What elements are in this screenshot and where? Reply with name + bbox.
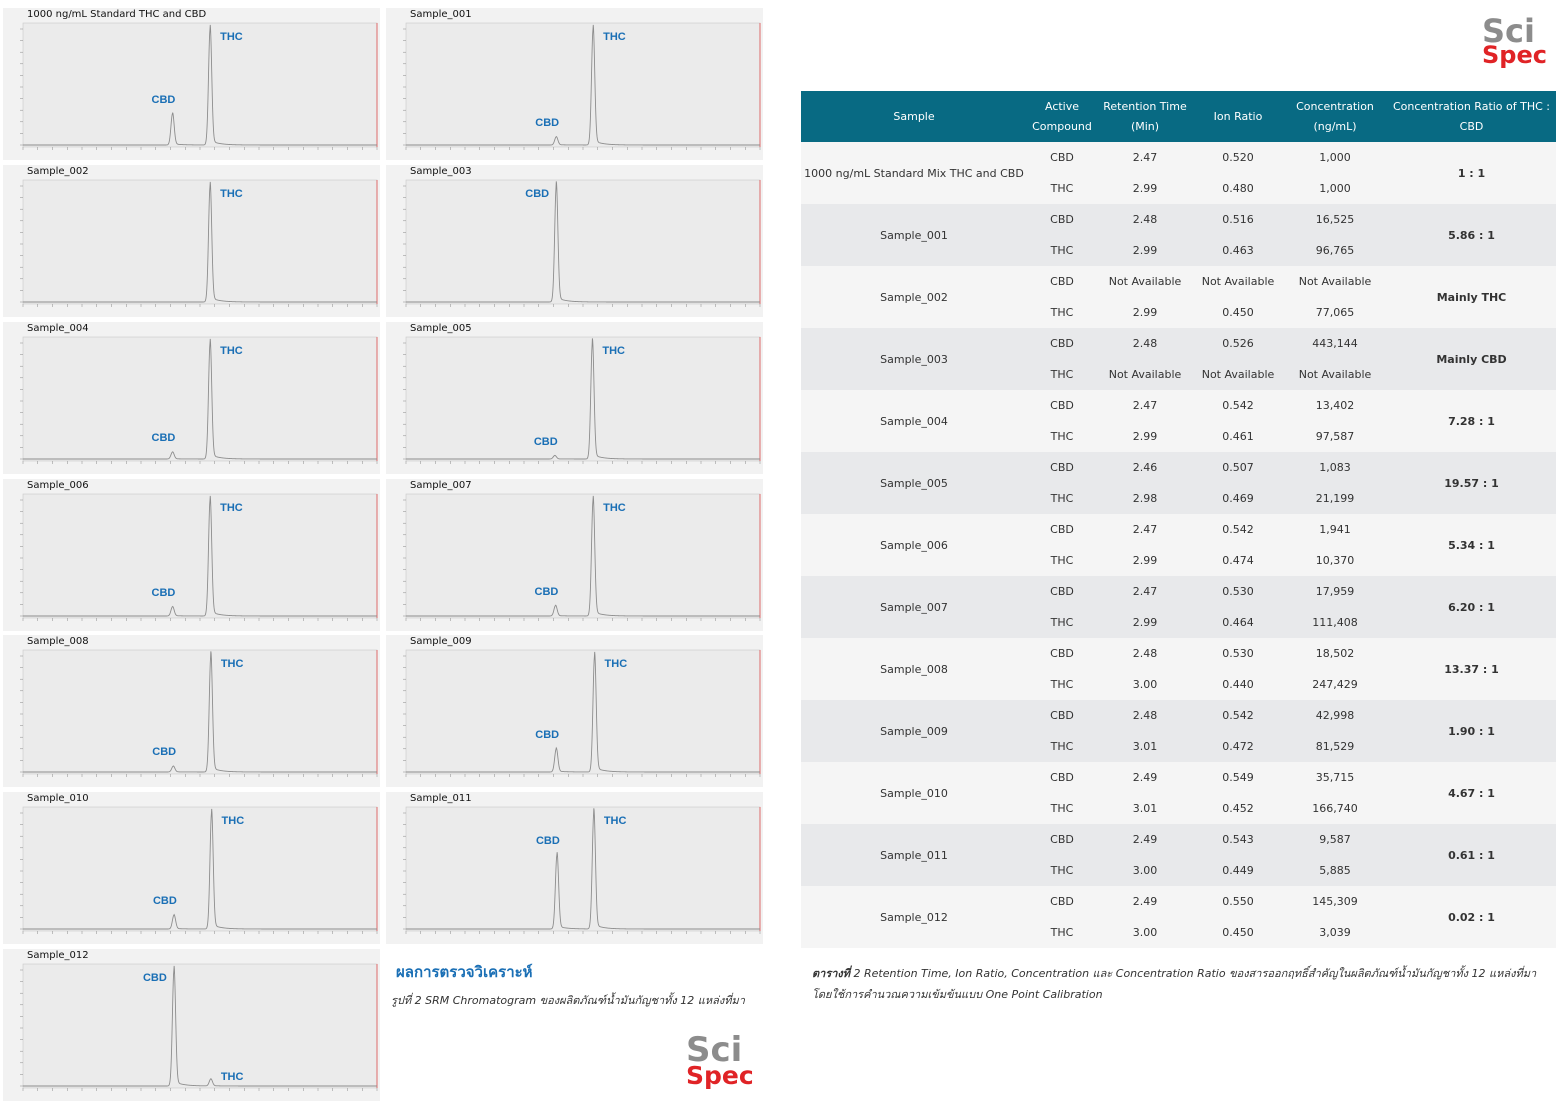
plot-area: [23, 494, 377, 618]
table-header-row: [801, 91, 1556, 142]
results-body: [801, 142, 1556, 948]
ratio-cell: 5.86 : 1: [1387, 204, 1556, 266]
chromatogram-title: Sample_001: [410, 9, 472, 20]
chromatogram-plot: [386, 8, 763, 160]
table-caption: [812, 963, 1552, 1005]
table-row: [801, 266, 1556, 297]
retention-time-cell: 3.00: [1097, 917, 1193, 948]
ion-ratio-cell: 0.450: [1193, 297, 1283, 328]
concentration-cell: 1,000: [1283, 142, 1387, 173]
chromatogram-title: Sample_007: [410, 480, 472, 491]
thc-peak-label: THC: [220, 502, 243, 514]
retention-time-cell: 2.49: [1097, 762, 1193, 793]
retention-time-cell: 2.47: [1097, 142, 1193, 173]
table-row: [801, 514, 1556, 545]
retention-time-cell: 2.99: [1097, 297, 1193, 328]
scispec-logo-bottom: [686, 1030, 754, 1090]
chromatogram-title: Sample_003: [410, 166, 472, 177]
ion-ratio-cell: 0.461: [1193, 421, 1283, 452]
logo-text-sci: Sci: [1482, 12, 1535, 50]
chromatogram-plot: [3, 635, 380, 787]
ion-ratio-cell: 0.463: [1193, 235, 1283, 266]
cbd-peak-label: CBD: [152, 895, 177, 908]
concentration-cell: 1,083: [1283, 452, 1387, 483]
cbd-peak-label: CBD: [151, 93, 176, 106]
chromatogram-panel: [3, 165, 380, 317]
ion-ratio-cell: Not Available: [1193, 359, 1283, 390]
header-active-compound: Active Compound: [1027, 91, 1097, 142]
chromatogram-plot: [386, 792, 763, 944]
thc-peak-label: THC: [603, 815, 627, 827]
sample-cell: Sample_006: [801, 514, 1027, 576]
concentration-cell: Not Available: [1283, 359, 1387, 390]
retention-time-cell: 2.48: [1097, 638, 1193, 669]
concentration-cell: 16,525: [1283, 204, 1387, 235]
chromatogram-plot: [386, 479, 763, 631]
thc-peak-label: THC: [220, 31, 243, 43]
retention-time-cell: Not Available: [1097, 359, 1193, 390]
retention-time-cell: 3.01: [1097, 731, 1193, 762]
thc-peak-label: THC: [221, 815, 245, 827]
chromatogram-panel: [3, 8, 380, 160]
thc-peak-label: THC: [220, 658, 244, 670]
plot-area: [23, 337, 377, 461]
ion-ratio-cell: 0.516: [1193, 204, 1283, 235]
header-concentration: Concentration (ng/mL): [1283, 91, 1387, 142]
chromatogram-plot: [386, 322, 763, 474]
table-row: [801, 204, 1556, 235]
results-table: [801, 91, 1556, 948]
table-row: [801, 824, 1556, 855]
compound-cell: CBD: [1027, 638, 1097, 669]
sample-cell: 1000 ng/mL Standard Mix THC and CBD: [801, 142, 1027, 204]
retention-time-cell: 2.46: [1097, 452, 1193, 483]
chromatogram-title: Sample_005: [410, 323, 472, 334]
scispec-logo-top: [1482, 12, 1547, 70]
cbd-peak-label: CBD: [535, 728, 560, 741]
retention-time-cell: 2.49: [1097, 824, 1193, 855]
chromatogram-title: Sample_006: [27, 480, 89, 491]
table-row: [801, 700, 1556, 731]
header-retention-time: Retention Time (Min): [1097, 91, 1193, 142]
concentration-cell: 145,309: [1283, 886, 1387, 917]
retention-time-cell: 3.01: [1097, 793, 1193, 824]
plot-area: [406, 180, 760, 304]
table-row: [801, 390, 1556, 421]
ratio-cell: 0.61 : 1: [1387, 824, 1556, 886]
plot-area: [406, 23, 760, 147]
chromatogram-panel: [386, 792, 763, 944]
logo-text-spec: Spec: [1482, 41, 1547, 70]
compound-cell: THC: [1027, 731, 1097, 762]
sample-cell: Sample_003: [801, 328, 1027, 390]
concentration-cell: 81,529: [1283, 731, 1387, 762]
compound-cell: CBD: [1027, 762, 1097, 793]
ratio-cell: 0.02 : 1: [1387, 886, 1556, 948]
sample-cell: Sample_004: [801, 390, 1027, 452]
compound-cell: THC: [1027, 421, 1097, 452]
sample-cell: Sample_002: [801, 266, 1027, 328]
cbd-peak-label: CBD: [151, 432, 176, 445]
chromatogram-panel: [3, 322, 380, 474]
chromatogram-panel: [3, 635, 380, 787]
chromatogram-title: Sample_009: [410, 636, 472, 647]
sample-cell: Sample_009: [801, 700, 1027, 762]
chromatogram-panel: [386, 165, 763, 317]
sample-cell: Sample_008: [801, 638, 1027, 700]
logo-text-sci: Sci: [686, 1030, 743, 1070]
chromatogram-title: Sample_011: [410, 793, 472, 804]
chromatogram-plot: [3, 792, 380, 944]
cbd-peak-label: CBD: [533, 435, 558, 448]
concentration-cell: 42,998: [1283, 700, 1387, 731]
concentration-cell: Not Available: [1283, 266, 1387, 297]
ratio-cell: 7.28 : 1: [1387, 390, 1556, 452]
ion-ratio-cell: 0.530: [1193, 638, 1283, 669]
thc-peak-label: THC: [220, 1071, 244, 1083]
sample-cell: Sample_007: [801, 576, 1027, 638]
compound-cell: THC: [1027, 793, 1097, 824]
concentration-cell: 17,959: [1283, 576, 1387, 607]
compound-cell: CBD: [1027, 328, 1097, 359]
ratio-cell: 5.34 : 1: [1387, 514, 1556, 576]
retention-time-cell: 2.99: [1097, 421, 1193, 452]
chromatogram-plot: [3, 479, 380, 631]
ion-ratio-cell: 0.549: [1193, 762, 1283, 793]
table-row: [801, 452, 1556, 483]
compound-cell: THC: [1027, 855, 1097, 886]
thc-peak-label: THC: [604, 658, 628, 670]
concentration-cell: 97,587: [1283, 421, 1387, 452]
retention-time-cell: 3.00: [1097, 669, 1193, 700]
ion-ratio-cell: 0.440: [1193, 669, 1283, 700]
compound-cell: THC: [1027, 917, 1097, 948]
table-row: [801, 886, 1556, 917]
chromatogram-plot: [3, 8, 380, 160]
cbd-peak-label: CBD: [151, 586, 176, 599]
thc-peak-label: THC: [220, 188, 243, 200]
plot-area: [23, 807, 377, 931]
plot-area: [23, 180, 377, 304]
chromatogram-panel: [3, 792, 380, 944]
concentration-cell: 35,715: [1283, 762, 1387, 793]
compound-cell: CBD: [1027, 390, 1097, 421]
ion-ratio-cell: 0.449: [1193, 855, 1283, 886]
analysis-title: ผลการตรวจวิเคราะห์: [396, 963, 533, 981]
thc-peak-label: THC: [602, 345, 625, 357]
ion-ratio-cell: 0.469: [1193, 483, 1283, 514]
plot-area: [406, 807, 760, 931]
plot-area: [406, 650, 760, 774]
retention-time-cell: 2.47: [1097, 514, 1193, 545]
chromatogram-panel: [386, 479, 763, 631]
compound-cell: CBD: [1027, 266, 1097, 297]
table-row: [801, 142, 1556, 173]
table-row: [801, 576, 1556, 607]
concentration-cell: 18,502: [1283, 638, 1387, 669]
retention-time-cell: 2.49: [1097, 886, 1193, 917]
ion-ratio-cell: 0.542: [1193, 390, 1283, 421]
chromatogram-plot: [3, 165, 380, 317]
compound-cell: THC: [1027, 297, 1097, 328]
concentration-cell: 13,402: [1283, 390, 1387, 421]
chromatogram-title: Sample_002: [27, 166, 89, 177]
concentration-cell: 247,429: [1283, 669, 1387, 700]
compound-cell: CBD: [1027, 824, 1097, 855]
ion-ratio-cell: 0.542: [1193, 514, 1283, 545]
compound-cell: THC: [1027, 545, 1097, 576]
ion-ratio-cell: 0.507: [1193, 452, 1283, 483]
concentration-cell: 96,765: [1283, 235, 1387, 266]
table-row: [801, 638, 1556, 669]
ion-ratio-cell: 0.543: [1193, 824, 1283, 855]
table-row: [801, 328, 1556, 359]
ion-ratio-cell: 0.520: [1193, 142, 1283, 173]
chromatogram-plot: [386, 635, 763, 787]
chromatogram-panel: [386, 635, 763, 787]
retention-time-cell: 2.99: [1097, 545, 1193, 576]
cbd-peak-label: CBD: [142, 972, 167, 984]
compound-cell: CBD: [1027, 886, 1097, 917]
ratio-cell: 13.37 : 1: [1387, 638, 1556, 700]
ion-ratio-cell: 0.530: [1193, 576, 1283, 607]
retention-time-cell: 2.47: [1097, 390, 1193, 421]
retention-time-cell: 2.99: [1097, 173, 1193, 204]
cbd-peak-label: CBD: [152, 746, 177, 759]
compound-cell: CBD: [1027, 576, 1097, 607]
plot-area: [23, 964, 377, 1088]
retention-time-cell: 2.99: [1097, 235, 1193, 266]
retention-time-cell: 3.00: [1097, 855, 1193, 886]
plot-area: [406, 494, 760, 618]
compound-cell: CBD: [1027, 204, 1097, 235]
concentration-cell: 111,408: [1283, 607, 1387, 638]
ion-ratio-cell: 0.542: [1193, 700, 1283, 731]
figure-caption: รูปที่ 2 SRM Chromatogram ของผลิตภัณฑ์น้ำมันกัญชาทั้ง 12 แหล่งที่มา: [391, 994, 745, 1007]
concentration-cell: 5,885: [1283, 855, 1387, 886]
logo-text-spec: Spec: [686, 1060, 754, 1090]
ion-ratio-cell: 0.452: [1193, 793, 1283, 824]
sample-cell: Sample_011: [801, 824, 1027, 886]
retention-time-cell: 2.48: [1097, 700, 1193, 731]
chromatogram-title: Sample_010: [27, 793, 89, 804]
cbd-peak-label: CBD: [535, 834, 560, 847]
retention-time-cell: 2.48: [1097, 204, 1193, 235]
concentration-cell: 77,065: [1283, 297, 1387, 328]
chromatogram-title: Sample_012: [27, 950, 89, 961]
ion-ratio-cell: 0.464: [1193, 607, 1283, 638]
ion-ratio-cell: Not Available: [1193, 266, 1283, 297]
cbd-peak-label: CBD: [525, 188, 550, 200]
sample-cell: Sample_005: [801, 452, 1027, 514]
table-caption-label: ตารางที่: [812, 967, 851, 980]
ion-ratio-cell: 0.526: [1193, 328, 1283, 359]
compound-cell: CBD: [1027, 452, 1097, 483]
plot-area: [406, 337, 760, 461]
retention-time-cell: Not Available: [1097, 266, 1193, 297]
ion-ratio-cell: 0.450: [1193, 917, 1283, 948]
plot-area: [23, 23, 377, 147]
concentration-cell: 1,941: [1283, 514, 1387, 545]
ratio-cell: 6.20 : 1: [1387, 576, 1556, 638]
header-concentration-ratio: Concentration Ratio of THC : CBD: [1387, 91, 1556, 142]
chromatogram-plot: [386, 165, 763, 317]
chromatogram-title: 1000 ng/mL Standard THC and CBD: [27, 9, 207, 20]
concentration-cell: 3,039: [1283, 917, 1387, 948]
concentration-cell: 10,370: [1283, 545, 1387, 576]
concentration-cell: 1,000: [1283, 173, 1387, 204]
retention-time-cell: 2.48: [1097, 328, 1193, 359]
ratio-cell: 4.67 : 1: [1387, 762, 1556, 824]
chromatogram-panel: [3, 479, 380, 631]
table-caption-text: 2 Retention Time, Ion Ratio, Concentration และ Concentration Ratio ของสารออกฤทธิ์สำคัญในผลิตภัณฑ์น้ำมันกัญชาทั้ง 12 แหล่งที่มาโดยใช้การคำนวณความเข้มข้นแบบ One Point Calibration: [812, 967, 1537, 1001]
sample-cell: Sample_012: [801, 886, 1027, 948]
compound-cell: THC: [1027, 483, 1097, 514]
thc-peak-label: THC: [220, 345, 243, 357]
sample-cell: Sample_001: [801, 204, 1027, 266]
ion-ratio-cell: 0.472: [1193, 731, 1283, 762]
chromatogram-plot: [3, 949, 380, 1101]
ratio-cell: 1 : 1: [1387, 142, 1556, 204]
compound-cell: THC: [1027, 669, 1097, 700]
ratio-cell: 1.90 : 1: [1387, 700, 1556, 762]
ion-ratio-cell: 0.480: [1193, 173, 1283, 204]
concentration-cell: 443,144: [1283, 328, 1387, 359]
retention-time-cell: 2.47: [1097, 576, 1193, 607]
compound-cell: CBD: [1027, 142, 1097, 173]
retention-time-cell: 2.98: [1097, 483, 1193, 514]
ratio-cell: 19.57 : 1: [1387, 452, 1556, 514]
compound-cell: THC: [1027, 607, 1097, 638]
concentration-cell: 166,740: [1283, 793, 1387, 824]
compound-cell: THC: [1027, 235, 1097, 266]
chromatogram-title: Sample_008: [27, 636, 89, 647]
ratio-cell: Mainly THC: [1387, 266, 1556, 328]
cbd-peak-label: CBD: [534, 585, 559, 598]
chromatogram-title: Sample_004: [27, 323, 89, 334]
thc-peak-label: THC: [603, 31, 626, 43]
compound-cell: THC: [1027, 359, 1097, 390]
plot-area: [23, 650, 377, 774]
chromatogram-panel: [386, 322, 763, 474]
chromatogram-plot: [3, 322, 380, 474]
ion-ratio-cell: 0.474: [1193, 545, 1283, 576]
ion-ratio-cell: 0.550: [1193, 886, 1283, 917]
chromatogram-panel: [386, 8, 763, 160]
thc-peak-label: THC: [603, 502, 626, 514]
table-row: [801, 762, 1556, 793]
sample-cell: Sample_010: [801, 762, 1027, 824]
cbd-peak-label: CBD: [535, 116, 560, 129]
compound-cell: THC: [1027, 173, 1097, 204]
chromatogram-panel: [3, 949, 380, 1101]
retention-time-cell: 2.99: [1097, 607, 1193, 638]
compound-cell: CBD: [1027, 514, 1097, 545]
header-sample: Sample: [801, 91, 1027, 142]
ratio-cell: Mainly CBD: [1387, 328, 1556, 390]
concentration-cell: 9,587: [1283, 824, 1387, 855]
header-ion-ratio: Ion Ratio: [1193, 91, 1283, 142]
concentration-cell: 21,199: [1283, 483, 1387, 514]
compound-cell: CBD: [1027, 700, 1097, 731]
